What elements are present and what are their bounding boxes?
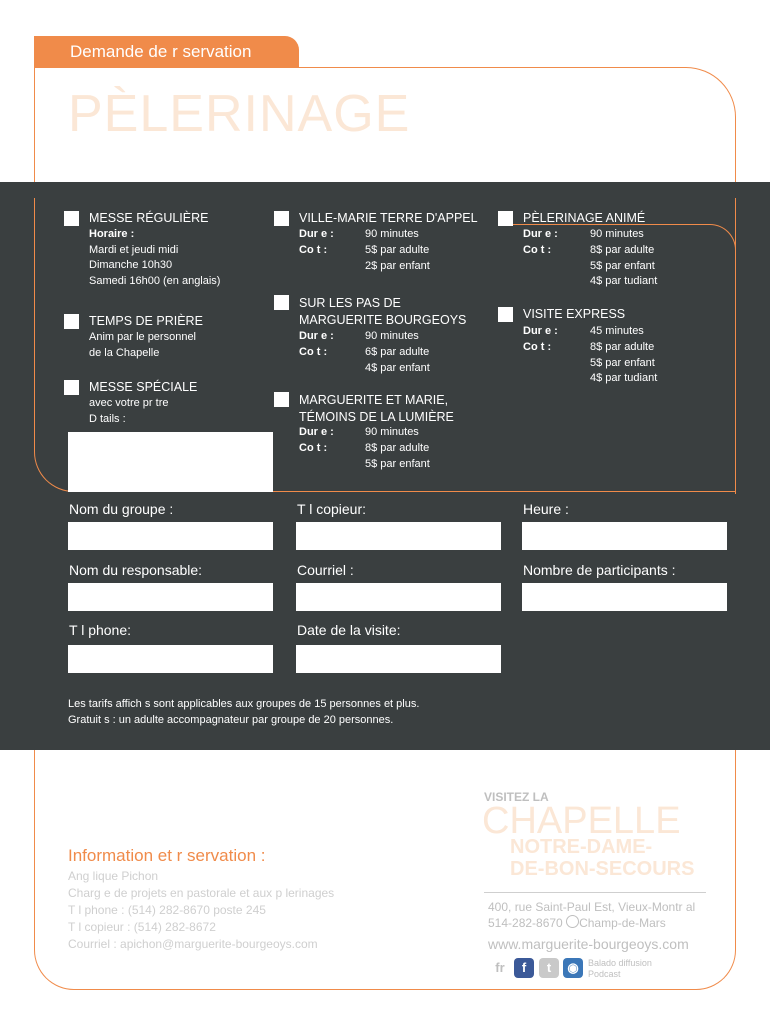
marguerite-marie-label-line1: MARGUERITE ET MARIE,: [299, 393, 449, 407]
pelerinage-anime-couts: [590, 243, 657, 290]
messe-speciale-label: MESSE SPÉCIALE: [89, 380, 198, 394]
marguerite-marie-cout-label: Co t :: [299, 442, 328, 454]
ville-marie-duree: 90 minutes: [365, 228, 419, 240]
date-visite-label: Date de la visite:: [297, 622, 401, 638]
info-title: Information et r servation :: [68, 846, 266, 865]
cout-line: 4$ par tudiant: [590, 372, 658, 384]
heure-input[interactable]: [522, 522, 727, 550]
cout-line: 5$ par enfant: [365, 457, 430, 470]
messe-speciale-line: avec votre pr tre: [89, 397, 169, 409]
pelerinage-anime-duree: 90 minutes: [590, 228, 644, 240]
contact-line: Charg e de projets en pastorale et aux p lerinages: [68, 886, 335, 900]
pelerinage-anime-label: PÈLERINAGE ANIMÉ: [523, 211, 646, 225]
telephone-label: T l phone:: [69, 622, 132, 638]
temps-priere-line: Anim par le personnel: [89, 331, 197, 343]
balado-line2: Podcast: [588, 969, 621, 979]
checkbox-messe-reguliere[interactable]: [64, 211, 79, 226]
nd-line2: DE-BON-SECOURS: [510, 858, 695, 880]
checkbox-pelerinage-anime[interactable]: [498, 211, 513, 226]
ville-marie-duree-label: Dur e :: [299, 228, 334, 240]
temps-priere-details: [89, 330, 196, 361]
twitter-icon[interactable]: t: [539, 958, 559, 978]
contact-line: Ang lique Pichon: [68, 869, 159, 883]
address: [488, 900, 695, 931]
sur-les-pas-cout-label: Co t :: [299, 346, 328, 358]
sur-les-pas-duree: 90 minutes: [365, 330, 419, 342]
ville-marie-couts: [365, 243, 430, 274]
cout-line: 6$ par adulte: [365, 346, 430, 358]
balado-text: [588, 958, 652, 980]
marguerite-marie-label: [299, 392, 454, 426]
notre-dame-text: [510, 836, 694, 880]
visite-express-cout-label: Co t :: [523, 341, 552, 353]
checkbox-sur-les-pas[interactable]: [274, 295, 289, 310]
facebook-icon[interactable]: f: [514, 958, 534, 978]
contact-line: T l copieur : (514) 282-8672: [68, 920, 216, 934]
cout-line: 8$ par adulte: [590, 244, 655, 256]
sur-les-pas-label: [299, 295, 466, 329]
sur-les-pas-label-line2: MARGUERITE BOURGEOYS: [299, 313, 467, 327]
temps-priere-line: de la Chapelle: [89, 346, 160, 359]
visite-express-couts: [590, 340, 657, 387]
courriel-label: Courriel :: [297, 562, 354, 578]
tab-label: Demande de r servation: [70, 42, 252, 61]
heure-label: Heure :: [523, 501, 569, 517]
messe-speciale-details: [89, 396, 168, 427]
contact-info: [68, 868, 334, 953]
contact-line: T l phone : (514) 282-8670 poste 245: [68, 903, 266, 917]
cout-line: 2$ par enfant: [365, 259, 430, 272]
metro-icon: [566, 915, 579, 928]
cout-line: 5$ par enfant: [590, 356, 655, 369]
cout-line: 5$ par adulte: [365, 244, 430, 256]
nd-line1: NOTRE-DAME-: [510, 836, 653, 858]
nom-responsable-label: Nom du responsable:: [69, 562, 203, 578]
podcast-icon[interactable]: ◉: [563, 958, 583, 978]
page-title: PÈLERINAGE: [68, 85, 411, 143]
divider: [484, 892, 706, 893]
ville-marie-cout-label: Co t :: [299, 244, 328, 256]
cout-line: 4$ par tudiant: [590, 275, 658, 287]
details-input[interactable]: [68, 432, 273, 492]
nom-groupe-input[interactable]: [68, 522, 273, 550]
note-line: Gratuit s : un adulte accompagnateur par groupe de 20 personnes.: [68, 714, 394, 726]
cout-line: 8$ par adulte: [365, 442, 430, 454]
checkbox-marguerite-marie[interactable]: [274, 392, 289, 407]
nom-groupe-label: Nom du groupe :: [69, 501, 174, 517]
marguerite-marie-duree: 90 minutes: [365, 426, 419, 438]
temps-priere-label: TEMPS DE PRIÈRE: [89, 314, 203, 328]
nombre-participants-input[interactable]: [522, 583, 727, 611]
pelerinage-anime-duree-label: Dur e :: [523, 228, 558, 240]
messe-reguliere-label: MESSE RÉGULIÈRE: [89, 211, 209, 225]
checkbox-ville-marie[interactable]: [274, 211, 289, 226]
horaire-line: Dimanche 10h30: [89, 259, 173, 271]
website-link[interactable]: www.marguerite-bourgeoys.com: [488, 936, 689, 952]
horaire-line: Mardi et jeudi midi: [89, 243, 179, 256]
marguerite-marie-duree-label: Dur e :: [299, 426, 334, 438]
visitez-text: VISITEZ LA: [484, 790, 549, 804]
balado-line1: Balado diffusion: [588, 958, 652, 968]
sur-les-pas-duree-label: Dur e :: [299, 330, 334, 342]
note-line: Les tarifs affich s sont applicables aux groupes de 15 personnes et plus.: [68, 698, 420, 710]
messe-speciale-line: D tails :: [89, 412, 126, 425]
telecopieur-label: T l copieur:: [297, 501, 366, 517]
ville-marie-label: VILLE-MARIE TERRE D'APPEL: [299, 211, 478, 225]
horaire-line: Samedi 16h00 (en anglais): [89, 274, 221, 287]
address-line: 400, rue Saint-Paul Est, Vieux-Montr al: [488, 900, 696, 914]
cout-line: 4$ par enfant: [365, 361, 430, 374]
tarifs-note: [68, 696, 419, 728]
language-fr-link[interactable]: fr: [495, 960, 505, 975]
nom-responsable-input[interactable]: [68, 583, 273, 611]
pelerinage-anime-cout-label: Co t :: [523, 244, 552, 256]
visite-express-duree-label: Dur e :: [523, 325, 558, 337]
contact-line: Courriel : apichon@marguerite-bourgeoys.com: [68, 937, 318, 951]
phone-metro-line: [488, 915, 695, 931]
cout-line: 5$ par enfant: [590, 259, 655, 272]
sur-les-pas-label-line1: SUR LES PAS DE: [299, 296, 401, 310]
checkbox-messe-speciale[interactable]: [64, 380, 79, 395]
cout-line: 8$ par adulte: [590, 341, 655, 353]
horaire-label: Horaire :: [89, 228, 135, 240]
visite-express-label: VISITE EXPRESS: [523, 307, 626, 321]
checkbox-temps-priere[interactable]: [64, 314, 79, 329]
metro-text: Champ-de-Mars: [579, 916, 666, 930]
tab-header: [34, 36, 299, 68]
courriel-input[interactable]: [296, 583, 501, 611]
marguerite-marie-label-line2: TÉMOINS DE LA LUMIÈRE: [299, 410, 454, 424]
visite-express-duree: 45 minutes: [590, 325, 644, 337]
telephone-input[interactable]: [68, 645, 273, 673]
telecopieur-input[interactable]: [296, 522, 501, 550]
marguerite-marie-couts: [365, 441, 430, 472]
date-visite-input[interactable]: [296, 645, 501, 673]
phone-text: 514-282-8670: [488, 916, 563, 930]
chapelle-text: CHAPELLE: [482, 800, 681, 842]
nombre-participants-label: Nombre de participants :: [523, 562, 676, 578]
checkbox-visite-express[interactable]: [498, 307, 513, 322]
messe-reguliere-details: [89, 227, 220, 289]
sur-les-pas-couts: [365, 345, 430, 376]
